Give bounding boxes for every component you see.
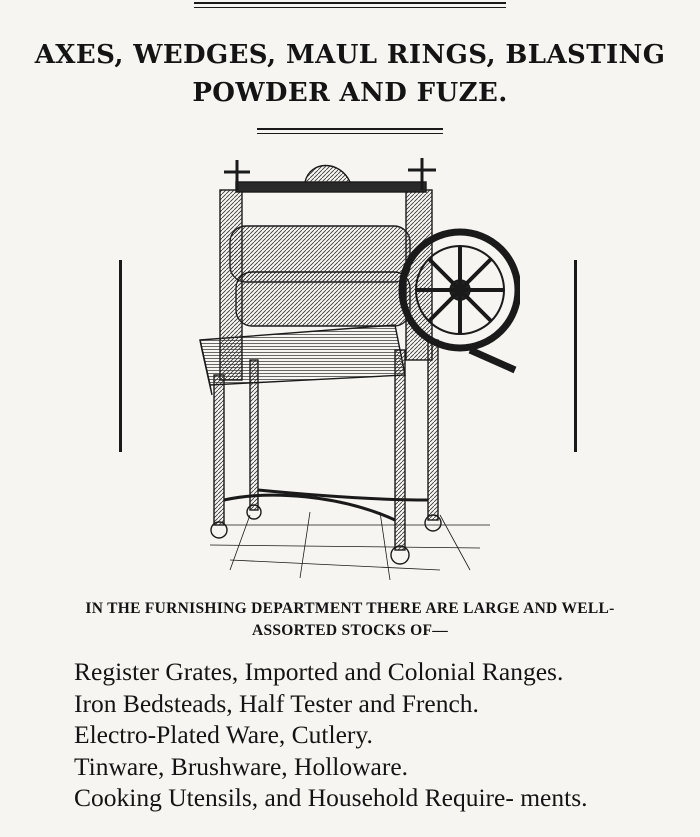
top-rule (194, 2, 506, 8)
subhead-line-2: ASSORTED STOCKS OF— (251, 622, 449, 639)
headline-line-1: AXES, WEDGES, MAUL RINGS, BLASTING (34, 40, 666, 70)
list-item (74, 782, 694, 814)
list-item: Register Grates, Imported and Colonial Ranges. (74, 657, 564, 686)
subhead (0, 598, 700, 642)
headline (0, 36, 700, 112)
list-item: Iron Bedsteads, Half Tester and French. (74, 688, 479, 718)
right-vertical-rule (574, 260, 577, 452)
list-item: Tinware, Brushware, Holloware. (74, 751, 409, 781)
mangle-wringer-icon (190, 150, 520, 580)
subhead-line-1: IN THE FURNISHING DEPARTMENT THERE ARE LARGE AND WELL- (85, 600, 615, 617)
list-item-text: Cooking Utensils, and Household Require- (74, 783, 514, 812)
stock-list (74, 656, 694, 814)
headline-line-2: POWDER AND FUZE. (192, 78, 508, 108)
list-item-continuation: ments. (520, 783, 588, 812)
list-item: Electro-Plated Ware, Cutlery. (74, 720, 373, 749)
middle-rule (257, 128, 443, 134)
left-vertical-rule (119, 260, 122, 452)
